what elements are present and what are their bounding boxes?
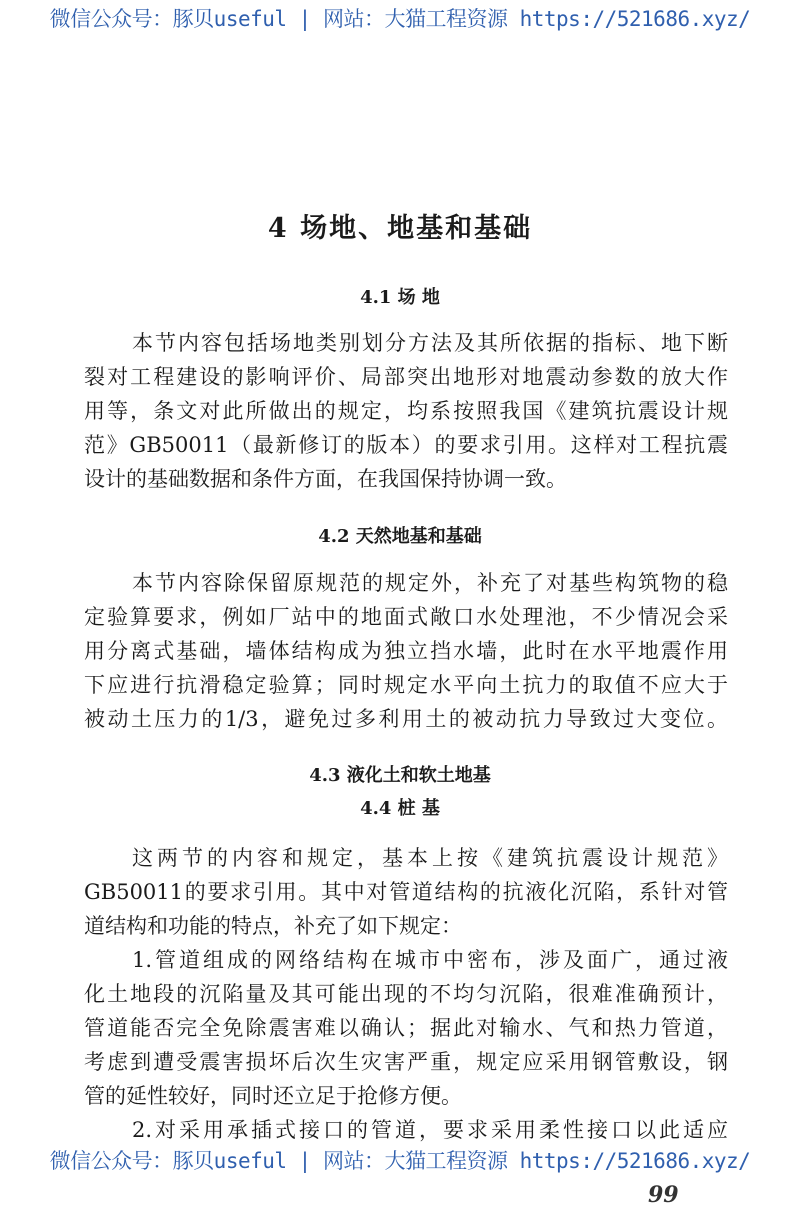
watermark-top: 微信公众号：豚贝useful | 网站：大猫工程资源 https://521686.xyz/ — [49, 7, 751, 31]
section-heading-4-1: 4.1 场 地 — [360, 287, 440, 308]
page-number: 99 — [648, 1182, 679, 1208]
chapter-title: 4 场地、地基和基础 — [267, 213, 533, 244]
paragraph-line: 用等，条文对此所做出的规定，均系按照我国《建筑抗震设计规 — [84, 399, 728, 423]
paragraph-line: 化土地段的沉陷量及其可能出现的不均匀沉陷，很难准确预计， — [84, 982, 728, 1006]
paragraph-line: 范》GB50011（最新修订的版本）的要求引用。这样对工程抗震 — [84, 433, 728, 457]
paragraph-line: GB50011的要求引用。其中对管道结构的抗液化沉陷，系针对管 — [84, 880, 728, 904]
paragraph-line: 2.对采用承插式接口的管道，要求采用柔性接口以此适应 — [132, 1118, 728, 1142]
paragraph-line: 用分离式基础，墙体结构成为独立挡水墙，此时在水平地震作用 — [84, 639, 728, 663]
watermark-bottom: 微信公众号：豚贝useful | 网站：大猫工程资源 https://521686.xyz/ — [49, 1149, 751, 1173]
paragraph-line: 定验算要求，例如厂站中的地面式敞口水处理池，不少情况会采 — [84, 605, 728, 629]
section-heading-4-2: 4.2 天然地基和基础 — [318, 526, 482, 547]
paragraph-line: 下应进行抗滑稳定验算；同时规定水平向土抗力的取值不应大于 — [84, 673, 728, 697]
paragraph-line: 1.管道组成的网络结构在城市中密布，涉及面广，通过液 — [132, 948, 728, 972]
paragraph-line: 设计的基础数据和条件方面，在我国保持协调一致。 — [84, 467, 567, 491]
paragraph-line: 本节内容除保留原规范的规定外，补充了对基些构筑物的稳 — [132, 571, 728, 595]
section-heading-4-3: 4.3 液化土和软土地基 — [309, 765, 491, 786]
paragraph-line: 管道能否完全免除震害难以确认；据此对输水、气和热力管道， — [84, 1016, 728, 1040]
paragraph-line: 这两节的内容和规定，基本上按《建筑抗震设计规范》 — [132, 846, 728, 870]
paragraph-line: 本节内容包括场地类别划分方法及其所依据的指标、地下断 — [132, 331, 728, 355]
paragraph-line: 考虑到遭受震害损坏后次生灾害严重，规定应采用钢管敷设，钢 — [84, 1050, 728, 1074]
paragraph-line: 被动土压力的1/3，避免过多利用土的被动抗力导致过大变位。 — [84, 707, 728, 731]
section-heading-4-4: 4.4 桩 基 — [360, 798, 440, 819]
paragraph-line: 管的延性较好，同时还立足于抢修方便。 — [84, 1084, 462, 1108]
paragraph-line: 道结构和功能的特点，补充了如下规定： — [84, 914, 462, 938]
paragraph-line: 裂对工程建设的影响评价、局部突出地形对地震动参数的放大作 — [84, 365, 728, 389]
